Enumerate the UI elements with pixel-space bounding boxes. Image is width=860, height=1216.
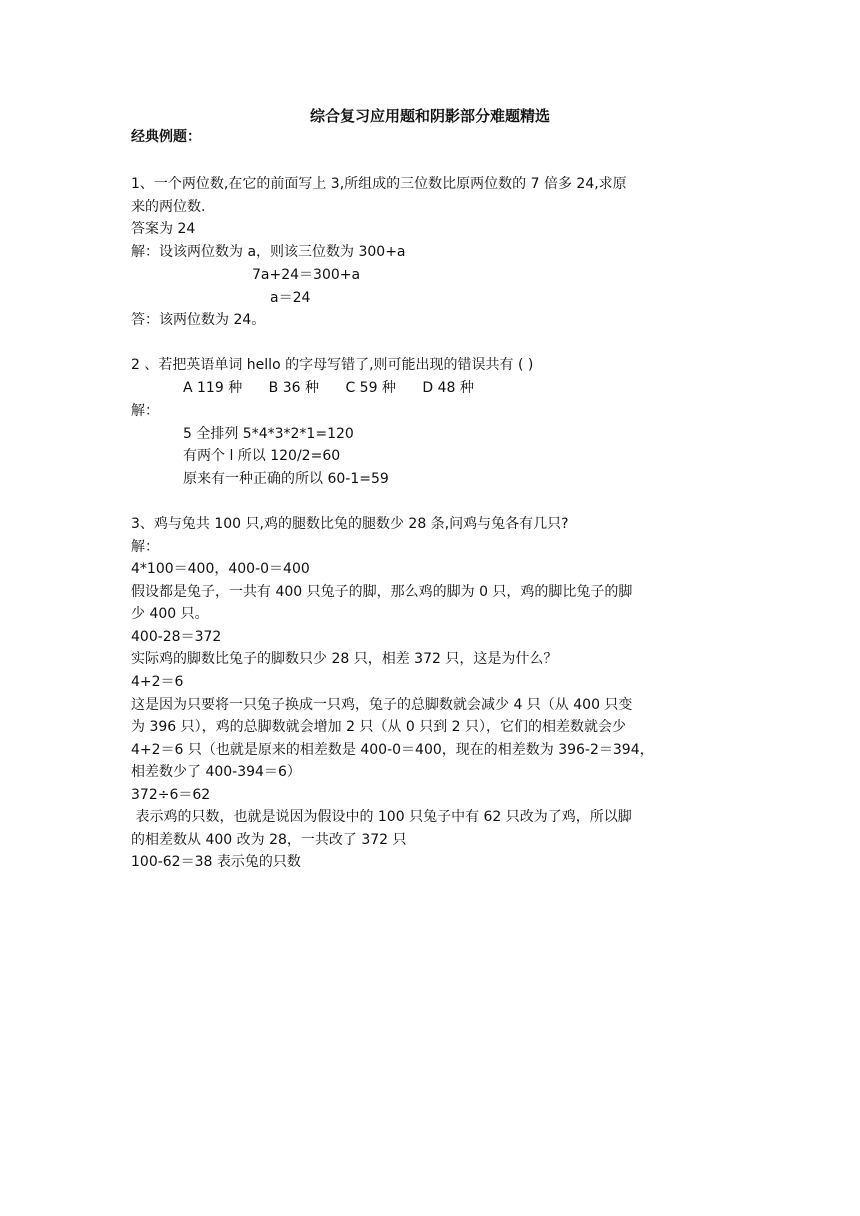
q3-line-4: 400-28＝372: [131, 629, 222, 645]
q3-line-12: 表示鸡的只数，也就是说因为假设中的 100 只兔子中有 62 只改为了鸡，所以脚: [131, 809, 632, 825]
q1-answer: 答案为 24: [131, 221, 196, 237]
q2-option-a: A 119 种: [183, 380, 243, 396]
q3-line-8: 为 396 只），鸡的总脚数就会增加 2 只（从 0 只到 2 只），它们的相差数就会少: [131, 719, 627, 735]
q3-line-11: 372÷6＝62: [131, 787, 211, 803]
q2-option-b: B 36 种: [268, 380, 319, 396]
q2-solution-label: 解：: [131, 403, 159, 419]
section-heading: 经典例题：: [131, 129, 201, 145]
page-title: 综合复习应用题和阴影部分难题精选: [309, 107, 550, 125]
q1-question-line-1: 1、一个两位数,在它的前面写上 3,所组成的三位数比原两位数的 7 倍多 24,求原: [131, 176, 627, 192]
q2-step-3: 原来有一种正确的所以 60-1=59: [183, 471, 389, 487]
q3-question: 3、鸡与兔共 100 只,鸡的腿数比兔的腿数少 28 条,问鸡与兔各有几只?: [131, 516, 569, 532]
q3-line-10: 相差数少了 400-394＝6）: [131, 764, 301, 780]
q2-step-2: 有两个 l 所以 120/2=60: [183, 448, 341, 464]
q1-solution: 解：设该两位数为 a，则该三位数为 300+a: [131, 244, 406, 260]
q2-option-d: D 48 种: [422, 380, 474, 396]
q1-question-line-2: 来的两位数.: [131, 199, 206, 215]
q3-line-6: 4+2＝6: [131, 674, 184, 690]
q3-solution-label: 解：: [131, 539, 159, 555]
q2-options: [183, 377, 793, 399]
q1-equation-2: a＝24: [270, 290, 311, 306]
q1-equation-1: 7a+24＝300+a: [252, 267, 361, 283]
q1-conclusion: 答：该两位数为 24。: [131, 312, 266, 328]
q3-line-13: 的相差数从 400 改为 28，一共改了 372 只: [131, 832, 407, 848]
q3-line-7: 这是因为只要将一只兔子换成一只鸡，兔子的总脚数就会减少 4 只（从 400 只变: [131, 697, 633, 713]
q3-line-14: 100-62＝38 表示兔的只数: [131, 854, 301, 870]
q3-line-2: 假设都是兔子，一共有 400 只兔子的脚，那么鸡的脚为 0 只，鸡的脚比兔子的脚: [131, 584, 633, 600]
q3-line-1: 4*100＝400，400-0＝400: [131, 561, 310, 577]
q3-line-5: 实际鸡的脚数比兔子的脚数只少 28 只，相差 372 只，这是为什么？: [131, 651, 558, 667]
q2-question: 2 、若把英语单词 hello 的字母写错了,则可能出现的错误共有 ( ): [131, 357, 534, 373]
q3-line-3: 少 400 只。: [131, 606, 209, 622]
q2-option-c: C 59 种: [345, 380, 396, 396]
q2-step-1: 5 全排列 5*4*3*2*1=120: [183, 426, 354, 442]
q3-line-9: 4+2＝6 只（也就是原来的相差数是 400-0＝400，现在的相差数为 396-2＝394，: [131, 742, 654, 758]
